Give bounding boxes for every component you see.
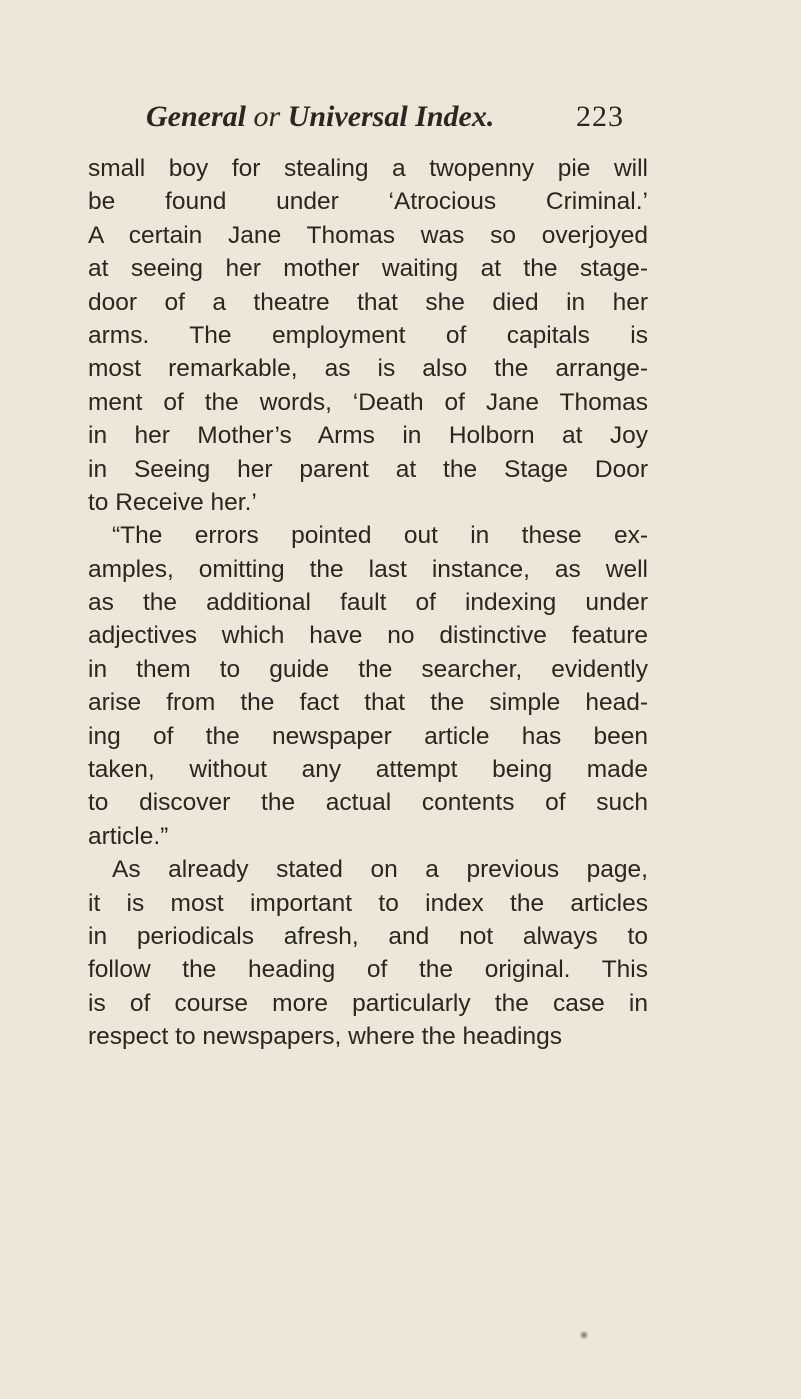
text-line: at seeing her mother waiting at the stage- (88, 255, 648, 283)
page-number: 223 (576, 100, 624, 133)
text-line: follow the heading of the original. This (88, 956, 648, 984)
body-text (88, 152, 648, 1054)
running-title-or: or (246, 100, 288, 133)
text-line: amples, omitting the last instance, as well (88, 555, 648, 583)
text-line: in them to guide the searcher, evidently (88, 655, 648, 683)
running-title-period: . (486, 100, 495, 133)
running-header (146, 97, 636, 137)
text-line: to discover the actual contents of such (88, 789, 648, 817)
paragraph-3 (88, 853, 648, 1053)
text-line: in Seeing her parent at the Stage Door (88, 455, 648, 483)
text-line: taken, without any attempt being made (88, 756, 648, 784)
text-line: As already stated on a previous page, (112, 856, 648, 884)
text-line: door of a theatre that she died in her (88, 288, 648, 316)
text-line: ment of the words, ‘Death of Jane Thomas (88, 388, 648, 416)
text-line: respect to newspapers, where the headings (88, 1023, 562, 1051)
text-line: as the additional fault of indexing under (88, 589, 648, 617)
text-line: most remarkable, as is also the arrange- (88, 355, 648, 383)
text-line: A certain Jane Thomas was so overjoyed (88, 221, 648, 249)
paragraph-2 (88, 519, 648, 853)
running-title (146, 97, 494, 137)
text-line: in periodicals afresh, and not always to (88, 922, 648, 950)
printer-mark-icon (580, 1331, 588, 1339)
text-line: article.” (88, 822, 169, 850)
text-line: arise from the fact that the simple head- (88, 689, 648, 717)
text-line: small boy for stealing a twopenny pie will (88, 155, 648, 182)
text-line: adjectives which have no distinctive feature (88, 622, 648, 650)
text-line: in her Mother’s Arms in Holborn at Joy (88, 422, 648, 450)
text-line: it is most important to index the articles (88, 889, 648, 917)
text-line: is of course more particularly the case in (88, 989, 648, 1017)
text-line: “The errors pointed out in these ex- (112, 522, 648, 550)
text-line: arms. The employment of capitals is (88, 321, 648, 349)
text-line: ing of the newspaper article has been (88, 722, 648, 750)
text-line: to Receive her.’ (88, 488, 257, 516)
running-title-universal-index: Universal Index (287, 100, 487, 133)
paragraph-1 (88, 152, 648, 519)
text-line: be found under ‘Atrocious Criminal.’ (88, 188, 648, 216)
running-title-general: General (146, 100, 246, 133)
